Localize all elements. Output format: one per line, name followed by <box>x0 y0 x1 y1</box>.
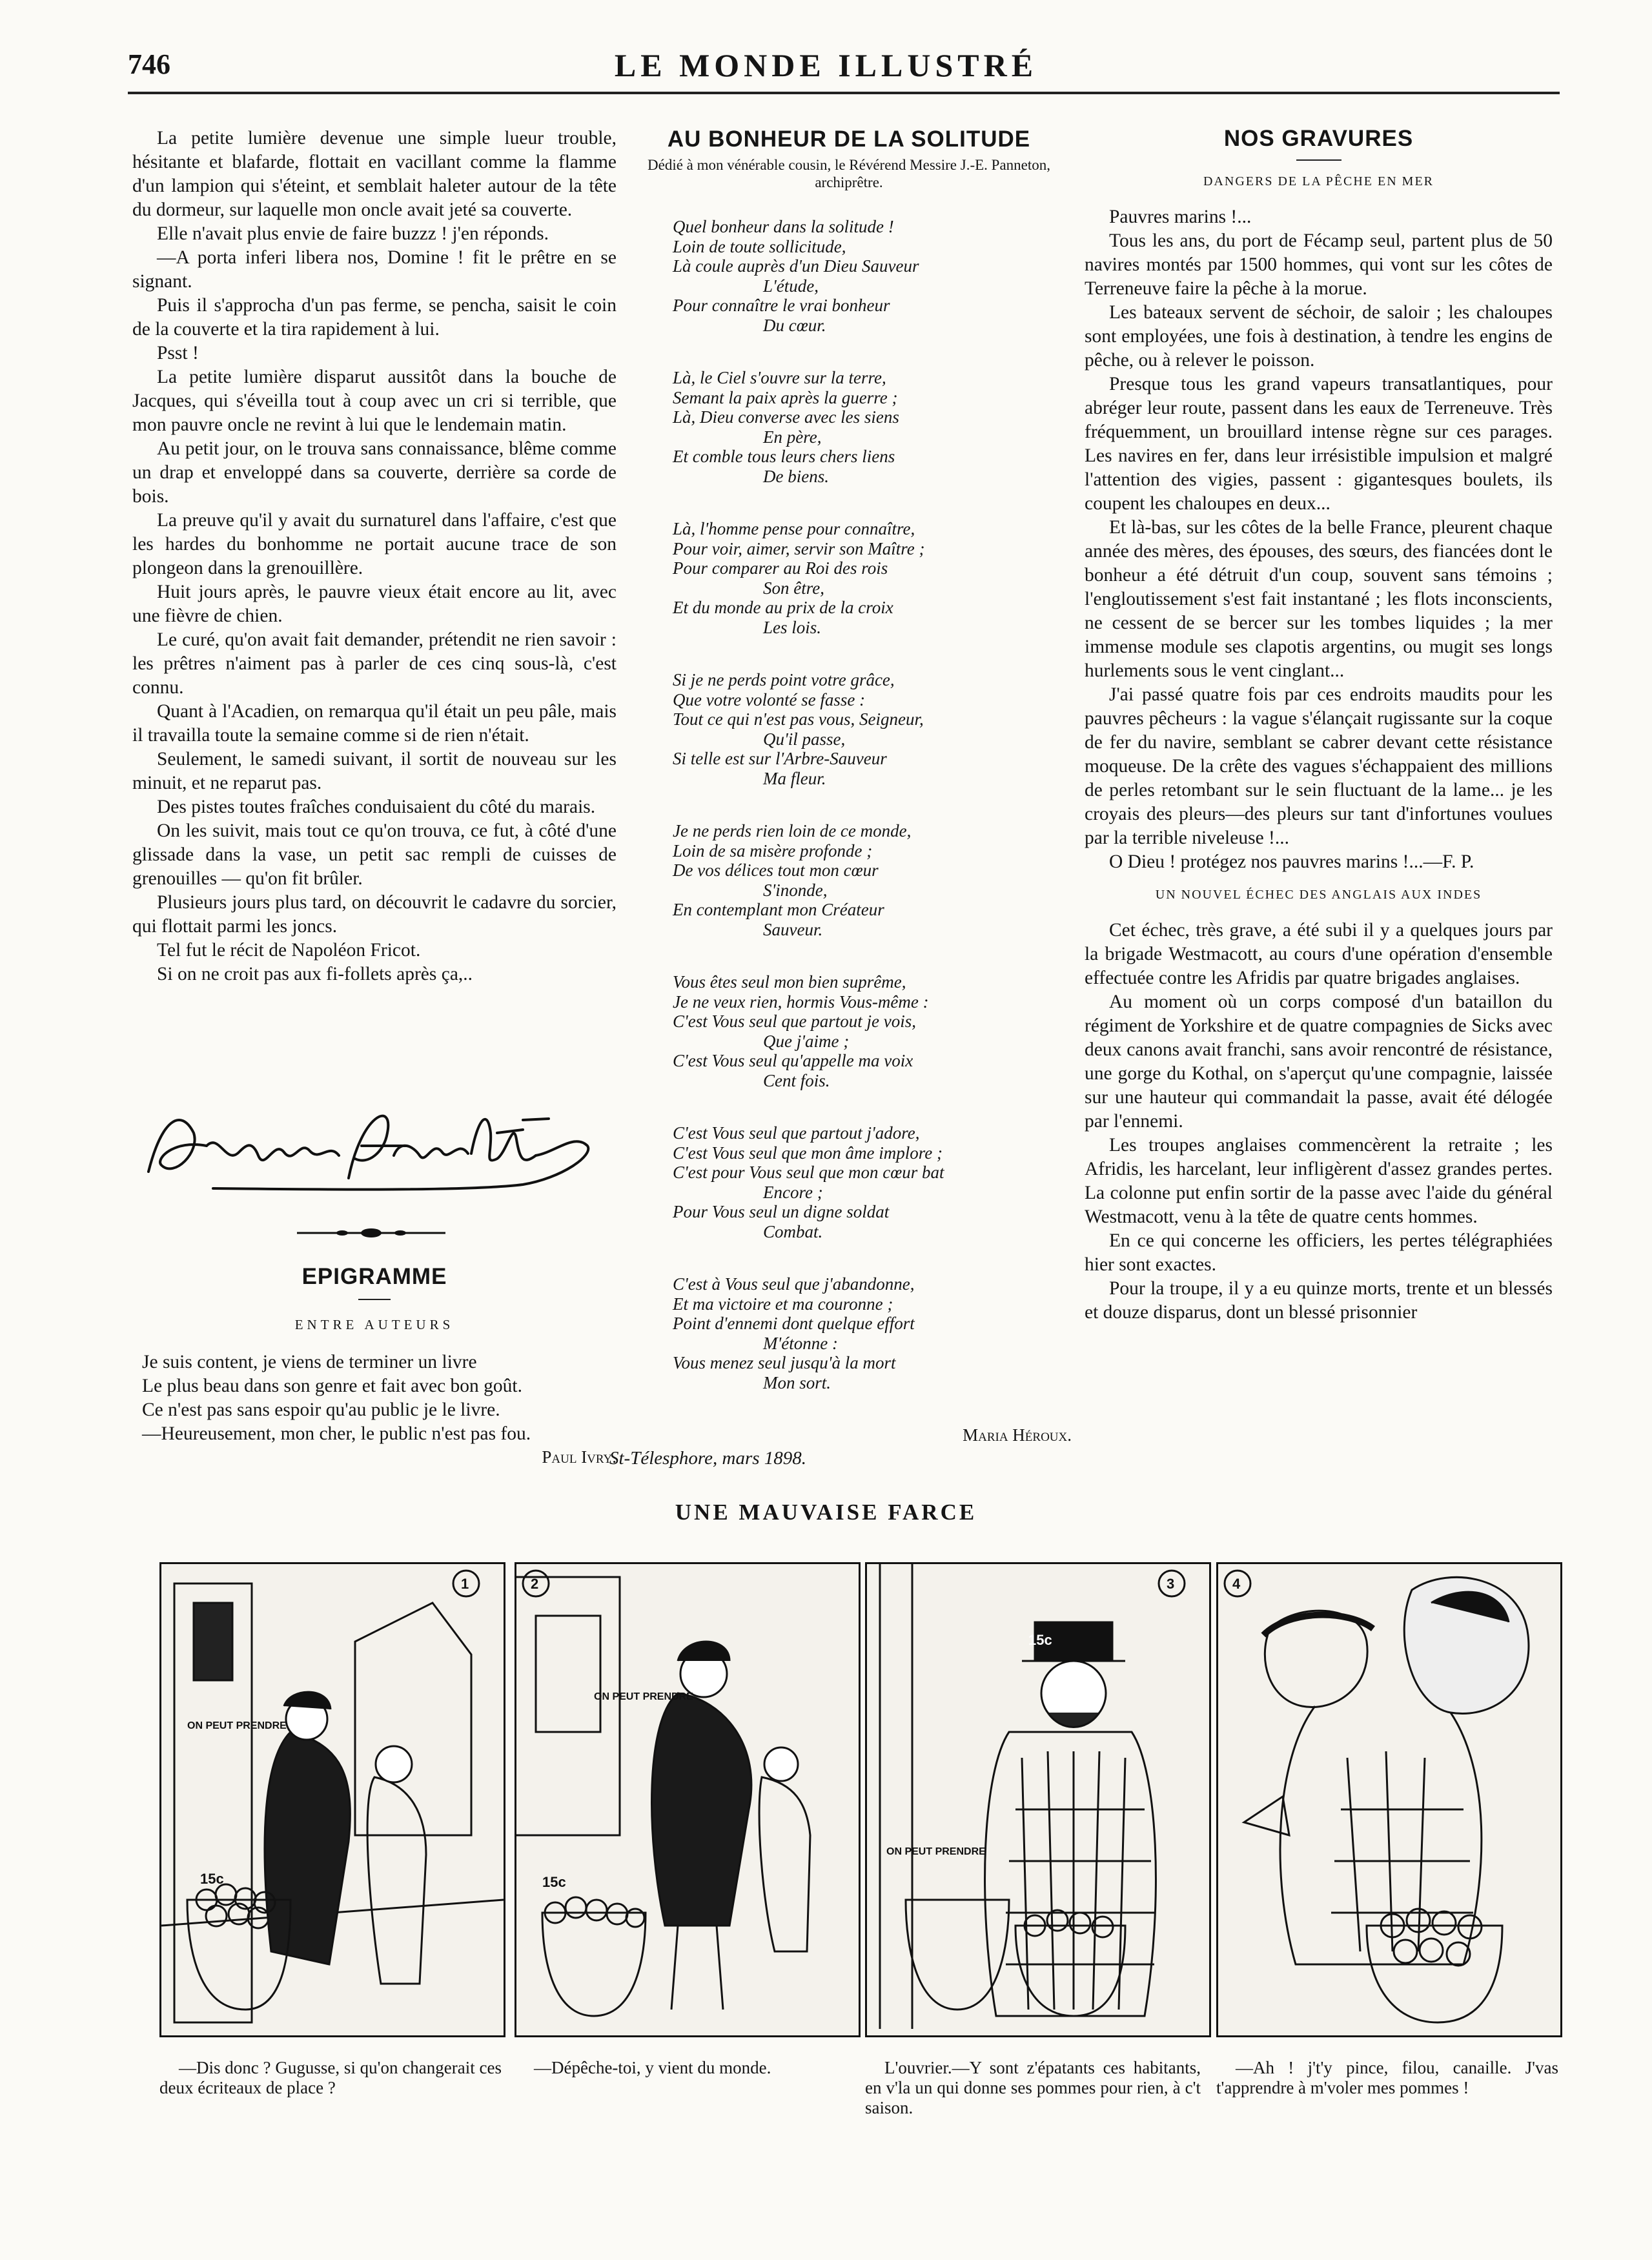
poem-stanza <box>673 217 1072 335</box>
masthead: LE MONDE ILLUSTRÉ <box>614 47 1038 83</box>
cartoon-panel-2 <box>515 1562 861 2037</box>
verse-line: Là, l'homme pense pour connaître, <box>673 519 915 538</box>
cartoon-panel-4 <box>1216 1562 1562 2037</box>
verse-line: Mon sort. <box>763 1372 831 1392</box>
verse-line: Pour comparer au Roi des rois <box>673 558 888 578</box>
verse-line: Je ne perds rien loin de ce monde, <box>673 821 912 840</box>
verse-line: C'est Vous seul que mon âme implore ; <box>673 1143 943 1163</box>
paragraph: Le curé, qu'on avait fait demander, prétendit ne rien savoir : les prêtres n'aiment pas à parler de ces cinq sous-là, c'est connu. <box>132 629 617 698</box>
verse-line: Ma fleur. <box>763 768 826 788</box>
panel-number: 4 <box>1232 1576 1241 1592</box>
verse-line: Les lois. <box>763 617 822 637</box>
caption-text: —Dis donc ? Gugusse, si qu'on changerait ces deux écriteaux de place ? <box>159 2058 502 2097</box>
cartoon-illustration <box>1218 1564 1560 2035</box>
verse-line: Semant la paix après la guerre ; <box>673 387 898 407</box>
verse-line: Que j'aime ; <box>763 1031 850 1051</box>
article-heading: DANGERS DE LA PÊCHE EN MER <box>1203 174 1434 188</box>
paragraph: Au moment où un corps composé d'un bataillon du régiment de Yorkshire et de quatre compagnies de Sicks avec deux canons avait franchi, sans avoir rencontré de résistance, une gorge du Kothal, on s'aperçut qu'une compagnie, laissée sur une hauteur qui commandait la passe, avait été délogée par l'ennemi. <box>1085 992 1553 1132</box>
epigram-subtitle: ENTRE AUTEURS <box>294 1317 454 1332</box>
section-title: NOS GRAVURES <box>1223 126 1414 151</box>
article-heading: UN NOUVEL ÉCHEC DES ANGLAIS AUX INDES <box>1155 888 1482 902</box>
verse-line: Encore ; <box>763 1182 823 1202</box>
verse-line: S'inonde, <box>763 880 828 900</box>
verse-line: C'est Vous seul que partout je vois, <box>673 1012 916 1031</box>
paragraph: Les troupes anglaises commencèrent la retraite ; les Afridis, les harcelant, leur infligèrent d'assez grandes pertes. La colonne put enfin sortir de la passe avec l'aide du général Westmacott, venu à la tête de quatre cents hommes. <box>1085 1135 1553 1227</box>
verse-line: M'étonne : <box>763 1333 838 1353</box>
poem-body <box>673 217 1072 1392</box>
poem-stanza <box>673 821 1072 939</box>
epigram-author: Paul Ivry. <box>542 1447 617 1467</box>
verse-line: Ce n'est pas sans espoir qu'au public je le livre. <box>142 1400 500 1420</box>
verse-line: Pour connaître le vrai bonheur <box>673 296 890 315</box>
handwritten-signature <box>136 1094 600 1197</box>
panel-caption-1 <box>159 2058 502 2098</box>
verse-line: Vous êtes seul mon bien suprême, <box>673 972 906 992</box>
verse-line: Vous menez seul jusqu'à la mort <box>673 1353 896 1372</box>
poem-title: AU BONHEUR DE LA SOLITUDE <box>667 127 1031 152</box>
shop-sign: ON PEUT PRENDRE <box>187 1720 287 1731</box>
cartoon-illustration <box>516 1564 859 2035</box>
verse-line: Si telle est sur l'Arbre-Sauveur <box>673 749 887 768</box>
paragraph: Au petit jour, on le trouva sans connaissance, blême comme un drap et enveloppé dans sa couverte, derrière sa corde de bois. <box>132 438 617 507</box>
panel-caption-4 <box>1216 2058 1558 2098</box>
paragraph: Elle n'avait plus envie de faire buzzz ! j'en réponds. <box>157 223 549 244</box>
verse-line: Si je ne perds point votre grâce, <box>673 670 895 689</box>
title-rule <box>358 1299 391 1300</box>
poem-stanza <box>673 670 1072 788</box>
cartoon-illustration <box>867 1564 1209 2035</box>
verse-line: C'est à Vous seul que j'abandonne, <box>673 1274 915 1294</box>
verse-line: Loin de toute sollicitude, <box>673 236 846 256</box>
paragraph: Pour la troupe, il y a eu quinze morts, trente et un blessés et douze disparus, dont un blessé prisonnier <box>1085 1278 1553 1323</box>
poem-column <box>626 127 1072 1445</box>
epigram-title: EPIGRAMME <box>301 1264 447 1289</box>
verse-line: Le plus beau dans son genre et fait avec bon goût. <box>142 1376 522 1396</box>
price-tag: 15c <box>1028 1632 1052 1648</box>
verse-line: Je ne veux rien, hormis Vous-même : <box>673 992 929 1012</box>
verse-line: Là, Dieu converse avec les siens <box>673 407 899 427</box>
poem-stanza <box>673 519 1072 637</box>
header-rule <box>128 92 1560 94</box>
story-column <box>132 127 617 986</box>
verse-line: Sauveur. <box>763 919 823 939</box>
price-tag: 15c <box>542 1874 566 1890</box>
verse-line: Et ma victoire et ma couronne ; <box>673 1294 893 1314</box>
cartoon-title: UNE MAUVAISE FARCE <box>675 1500 977 1525</box>
panel-number: 3 <box>1167 1576 1175 1592</box>
paragraph: J'ai passé quatre fois par ces endroits maudits pour les pauvres pêcheurs : la vague s'élançait rugissante sur la coque de fer du navire, semblant se cabrer devant cette résistance moqueuse. De la crête des vagues s'échappaient des millions de perles retombant sur le sein fluctuant de la lame... je les croyais des pleurs—des pleurs sur tant d'infortunes voulues par la terrible niveleuse !... <box>1085 684 1553 848</box>
verse-line: C'est Vous seul que partout j'adore, <box>673 1123 920 1143</box>
paragraph: La preuve qu'il y avait du surnaturel dans l'affaire, c'est que les hardes du bonhomme ne portait aucune trace de son plongeon dans la grenouillère. <box>132 510 617 578</box>
verse-line: Qu'il passe, <box>763 729 846 749</box>
cartoon-illustration <box>161 1564 504 2035</box>
verse-line: C'est Vous seul qu'appelle ma voix <box>673 1051 913 1070</box>
verse-line: Combat. <box>763 1221 823 1241</box>
paragraph: —A porta inferi libera nos, Domine ! fit le prêtre en se signant. <box>132 247 617 292</box>
verse-line: Du cœur. <box>763 315 826 335</box>
paragraph: Pauvres marins !... <box>1109 207 1252 227</box>
verse-line: En père, <box>763 427 822 447</box>
caption-text: —Dépêche-toi, y vient du monde. <box>534 2058 771 2077</box>
paragraph: En ce qui concerne les officiers, les pertes télégraphiées hier sont exactes. <box>1085 1230 1553 1275</box>
paragraph: Tel fut le récit de Napoléon Fricot. <box>157 940 421 961</box>
verse-line: Pour Vous seul un digne soldat <box>673 1202 890 1221</box>
verse-line: Tout ce qui n'est pas vous, Seigneur, <box>673 709 924 729</box>
paragraph: La petite lumière disparut aussitôt dans la bouche de Jacques, qui s'éveilla tout à coup avec un cri si terrible, que mon pauvre oncle ne revint à lui que le lendemain matin. <box>132 367 617 435</box>
verse-line: L'étude, <box>763 276 819 296</box>
paragraph: Et là-bas, sur les côtes de la belle France, pleurent chaque année des mères, des épouses, des sœurs, des fiancées dont le bonheur a été détruit d'un coup, souvent sans témoins ; l'engloutissement s'est fait instantané ; les flots inconscients, ne cessent de se bercer sur les tombes liquides ; la mer immense module ses clapotis argentins, ou mugit ses longs hurlements sous le vent cinglant... <box>1085 517 1553 681</box>
verse-line: Que votre volonté se fasse : <box>673 689 866 709</box>
poem-stanza <box>673 1274 1072 1392</box>
verse-line: Pour voir, aimer, servir son Maître ; <box>673 538 925 558</box>
poem-stanza <box>673 368 1072 486</box>
paragraph: Seulement, le samedi suivant, il sortit de nouveau sur les minuit, et ne reparut pas. <box>132 749 617 793</box>
paragraph: Des pistes toutes fraîches conduisaient du côté du marais. <box>157 797 596 817</box>
verse-line: Là, le Ciel s'ouvre sur la terre, <box>673 368 886 387</box>
paragraph: Cet échec, très grave, a été subi il y a quelques jours par la brigade Westmacott, au cours d'une opération d'ensemble effectuée contre les Afridis par quatre brigades anglaises. <box>1085 920 1553 988</box>
poem-dedication: Dédié à mon vénérable cousin, le Révérend Messire J.-E. Panneton, archiprêtre. <box>648 157 1050 190</box>
verse-line: Et comble tous leurs chers liens <box>673 447 895 466</box>
paragraph: Huit jours après, le pauvre vieux était encore au lit, avec une fièvre de chien. <box>132 582 617 626</box>
caption-text: —Ah ! j't'y pince, filou, canaille. J'vas t'apprendre à m'voler mes pommes ! <box>1216 2058 1558 2097</box>
paragraph: La petite lumière devenue une simple lueur trouble, hésitante et blafarde, flottait en vacillant comme la flamme d'un lampion qui s'éteint, et semblait haleter autour de la tête du dormeur, sur laquelle mon oncle avait jeté sa couverte. <box>132 128 617 220</box>
engravings-column <box>1085 127 1553 1325</box>
poem-place-date: St-Télesphore, mars 1898. <box>609 1448 807 1469</box>
panel-caption-2 <box>515 2058 857 2078</box>
paragraph: Presque tous les grand vapeurs transatlantiques, pour abréger leur route, passent dans les eaux de Terreneuve. Très fréquemment, un brouillard intense règne sur ces parages. Les navires en fer, dans leur irrésistible impulsion et malgré l'attention des vigies, passent : gigantesques boulets, ils coupent les chaloupes en deux... <box>1085 374 1553 514</box>
verse-line: Je suis content, je viens de terminer un livre <box>142 1352 477 1372</box>
verse-line: Et du monde au prix de la croix <box>673 598 893 617</box>
verse-line: Point d'ennemi dont quelque effort <box>673 1314 915 1333</box>
poem-stanza <box>673 972 1072 1090</box>
paragraph: Quant à l'Acadien, on remarqua qu'il était un peu pâle, mais il travailla toute la semaine comme si de rien n'était. <box>132 701 617 746</box>
paragraph: On les suivit, mais tout ce qu'on trouva, ce fut, à côté d'une glissade dans la vase, un petit sac rempli de cuisses de grenouilles — qu'on fit brûler. <box>132 820 617 889</box>
title-rule <box>1296 159 1341 161</box>
paragraph: Puis il s'approcha d'un pas ferme, se pencha, saisit le coin de la couverte et la tira rapidement à lui. <box>132 295 617 340</box>
paragraph: Tous les ans, du port de Fécamp seul, partent plus de 50 navires montés par 1500 hommes, qui vont sur les côtes de Terreneuve faire la pêche à la morue. <box>1085 230 1553 299</box>
cartoon-panel-3 <box>865 1562 1211 2037</box>
paragraph: Psst ! <box>157 343 199 363</box>
paragraph: Les bateaux servent de séchoir, de saloir ; les chaloupes sont employées, une fois à destination, à tendre les engins de pêche, ou à relever le poisson. <box>1085 302 1553 371</box>
paragraph: Si on ne croit pas aux fi-follets après ça,.. <box>157 964 473 984</box>
poem-stanza <box>673 1123 1072 1241</box>
panel-caption-3 <box>865 2058 1201 2118</box>
price-tag: 15c <box>200 1871 224 1887</box>
ornament-divider <box>297 1227 445 1239</box>
verse-line: Quel bonheur dans la solitude ! <box>673 217 894 236</box>
page-number: 746 <box>128 48 170 80</box>
caption-text: L'ouvrier.—Y sont z'épatants ces habitants, en v'la un qui donne ses pommes pour rien, à c't saison. <box>865 2058 1201 2117</box>
poem-author: Maria Héroux. <box>963 1425 1072 1445</box>
verse-line: De biens. <box>763 466 829 486</box>
verse-line: En contemplant mon Créateur <box>673 900 884 919</box>
paragraph: O Dieu ! protégez nos pauvres marins !...—F. P. <box>1109 851 1474 872</box>
panel-number: 2 <box>531 1576 539 1592</box>
verse-line: Là coule auprès d'un Dieu Sauveur <box>673 256 919 276</box>
shop-sign: ON PEUT PRENDRE <box>594 1691 693 1702</box>
verse-line: Loin de sa misère profonde ; <box>673 840 873 860</box>
paragraph: Plusieurs jours plus tard, on découvrit le cadavre du sorcier, qui flottait parmi les joncs. <box>132 892 617 937</box>
verse-line: Cent fois. <box>763 1070 830 1090</box>
verse-line: De vos délices tout mon cœur <box>673 860 879 880</box>
panel-number: 1 <box>461 1576 469 1592</box>
verse-line: —Heureusement, mon cher, le public n'est pas fou. <box>142 1423 531 1444</box>
cartoon-panel-1 <box>159 1562 505 2037</box>
verse-line: C'est pour Vous seul que mon cœur bat <box>673 1163 944 1182</box>
epigram-verse <box>142 1350 617 1446</box>
verse-line: Son être, <box>763 578 824 598</box>
shop-sign: ON PEUT PRENDRE <box>886 1846 986 1857</box>
